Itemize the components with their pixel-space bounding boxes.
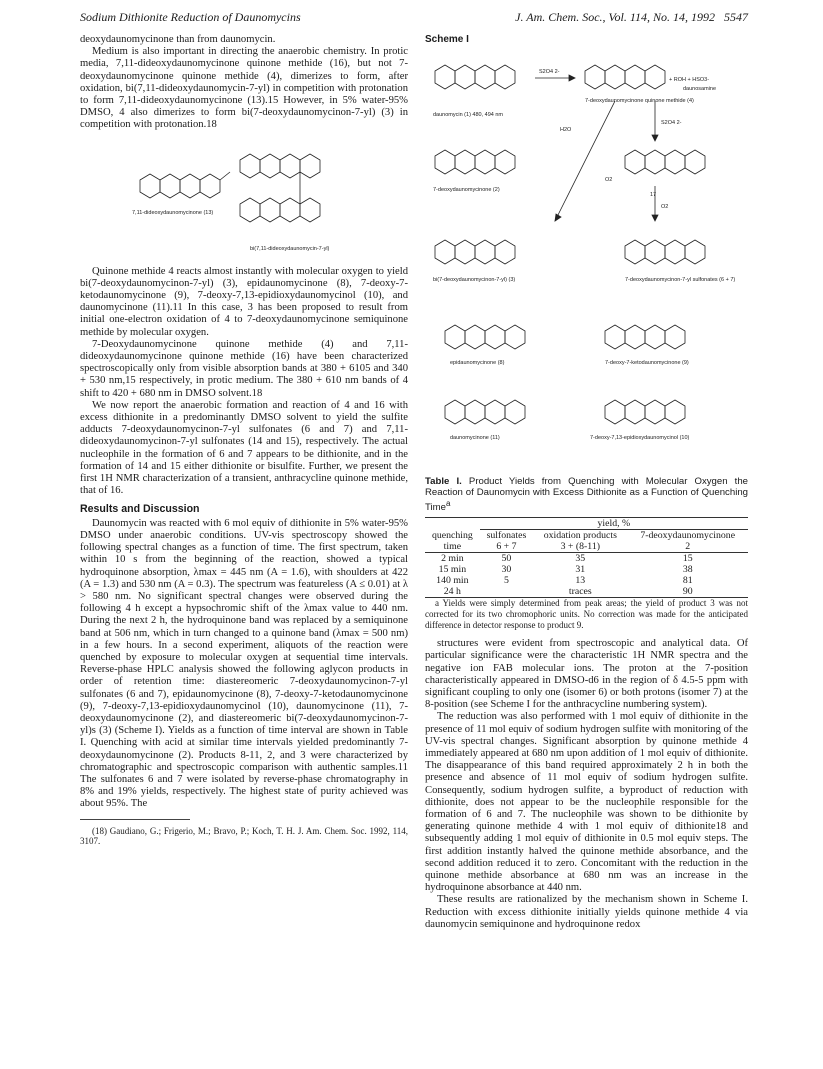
scheme-products: + ROH + HSO3- (669, 77, 710, 84)
paragraph: The reduction was also performed with 1 mol equiv of dithionite in the presence of 11 mol equiv of sodium hydrogen sulfite with monitoring of the UV-vis spectral changes. Significant absorption by quinone methide 4 immediately appeared at 680 nm upon addition of 1 mol equiv of dithionite. The disappearance of this band required approximately 2 h in both the presence and absence of 11 mol equiv of sodium hydrogen sulfite. Consequently, sodium hydrogen sulfite, a byproduct of reduction with dithionite, does not appear to be the nucleophile responsible for the formation of 6 and 7. The nucleophile was shown to be dithionite by generating quinone methide 4 with 1 mol equiv of dithionite18 and subsequently adding 1 mol equiv of dithionite in 0.5 mol equiv steps. The first addition instantly halved the quinone methide absorbance, and the second addition reduced it to zero. Concomitant with the reduction in the quinone methide absorbance at 680 nm was an increase in the hydroquinone absorbance at 440 nm. (425, 711, 748, 894)
col-header: time (443, 541, 462, 553)
scheme-label-epi8: epidaunomycinone (8) (450, 360, 505, 367)
table-row: 15 min 30 31 38 (438, 564, 693, 576)
running-title: Sodium Dithionite Reduction of Daunomycins (80, 10, 301, 24)
label-13: 7,11-dideoxydaunomycinone (13) (132, 209, 214, 216)
scheme-label-epidioxy10: 7-deoxy-7,13-epidioxydaunomycinol (10) (590, 435, 690, 442)
scheme-daunosamine: daunosamine (683, 86, 717, 93)
table-row: 24 h traces 90 (425, 586, 748, 598)
scheme-reagent-s2o4-2: S2O4 2- (661, 120, 682, 127)
paragraph: 7-Deoxydaunomycinone quinone methide (4) and 7,11-dideoxydaunomycinone quinone methide (16) have been characterized spectroscopically only from visible absorption bands at 380 + 6105 and 340 + 530 nm,15 respectively, in protic medium. The 380 + 610 nm bands of 4 shift to 420 + 680 nm in DMSO solvent.18 (80, 338, 408, 399)
table-caption: Table I. Product Yields from Quenching with Molecular Oxygen the Reaction of Daunomycin with Excess Dithionite as a Function of Quenching Time$^a$ (425, 476, 749, 514)
col-header: 2 (685, 541, 691, 553)
label-bi: bi(7,11-dideoxydaunomycin-7-yl) (250, 245, 330, 252)
col-header: oxidation products (543, 530, 617, 542)
scheme-reagent-o2-2: O2 (661, 204, 669, 211)
paragraph: deoxydaunomycinone than from daunomycin. (80, 34, 276, 45)
scheme-figure (425, 46, 748, 472)
table-footnote: a Yields were simply determined from peak areas; the yield of product 3 was not corrected for its two chromophoric units. No correction was made for the anticipated difference in detector response to product 9. (425, 598, 748, 630)
paragraph: We now report the anaerobic formation and reaction of 4 and 16 with excess dithionite in a predominantly DMSO solvent to yield the sulfite adducts 7-deoxydaunomycinon-7-yl sulfonates (6 and 7) and 7,11-dideoxydaunomycinon-7-yl sulfonates (14 and 15), respectively. The actual nucleophile in the formation of 6 and 7 appears to be dithionite, and in the formation of 14 and 15 either dithionite or bisulfite. Further, we present the first 1H NMR characterization of a transient, anthracycline quinone methide, that of 16. (80, 399, 408, 497)
scheme-label-sulf: 7-deoxydaunomycinon-7-yl sulfonates (6 + 7) (625, 277, 736, 284)
col-header: 7-deoxydaunomycinone (640, 530, 736, 542)
paragraph: Quinone methide 4 reacts almost instantly with molecular oxygen to yield bi(7-deoxydaunomycinon-7-yl) (3), epidaunomycinone (8), 7-deoxy-7-ketodaunomycinone (9), 7-deoxy-7,13-epidioxydaunomycinol (10), and daunomycinone (11).11 In this case, 3 has been proposed to result from initial one-electron oxidation of 4 to 7-deoxydaunomycinone semiquinone methide by molecular oxygen. (80, 265, 408, 338)
scheme-label-qm4: 7-deoxydaunomycinone quinone methide (4) (585, 98, 694, 105)
paragraph: Medium is also important in directing the anaerobic chemistry. In protic media, 7,11-dideoxydaunomycinone quinone methide (16), but not 7-deoxydaunomycinone quinone methide (4), dimerizes to form, after oxidation, bi(7,11-dideoxydaunomycin-7-yl) in competition with protonation to form 7,11-dideoxydaunomycinone (13).15 However, in 5% water-95% DMSO, 4 also dimerizes to form bi(7-deoxydaunomycinon-7-yl) (3) in competition with protonation.18 (80, 46, 408, 131)
running-header (80, 8, 748, 28)
footnote: (18) Gaudiano, G.; Frigerio, M.; Bravo, P.; Koch, T. H. J. Am. Chem. Soc. 1992, 114, 3107. (80, 825, 408, 847)
footnote-rule (80, 819, 190, 826)
col-header: 6 + 7 (496, 541, 517, 553)
scheme-label-17: 17 (650, 192, 657, 199)
scheme-label-daunomycin: daunomycin (1) 480, 494 nm (433, 112, 504, 119)
right-column (425, 34, 748, 931)
col-header: 3 + (8-11) (560, 541, 601, 553)
table-group-header: yield, % (480, 518, 748, 530)
section-heading: Results and Discussion (80, 503, 200, 516)
structures-13-and-dimer-drawing (80, 140, 408, 260)
yield-table (425, 517, 748, 598)
col-header: sulfonates (486, 530, 527, 542)
paragraph: Daunomycin was reacted with 6 mol equiv of dithionite in 5% water-95% DMSO under anaerobic conditions. UV-vis spectroscopy showed the following spectral changes as a function of time. The first spectrum, taken within 10 s from the beginning of the reaction, showed a typical hydroquinone absorption, λmax = 445 nm (A = 1.6), with shoulders at 422 (A = 1.3) and 530 nm (A = 0.3). The spectrum was featureless (A ≤ 0.01) at λ > 580 nm. No significant spectral changes were observed during the following 4 h except a hypsochromic shift of the λmax value to 440 nm. During the next 2 h, the hydroquinone band was replaced by a semiquinone band at 506 nm, which in turn changed to a quinone band (λmax = 500 nm) in a few hours. In a second experiment, aliquots of the reaction were quenched by exposure to molecular oxygen at sequential time intervals. Reverse-phase HPLC analysis showed the following aglycon products in order of retention time: diastereomeric 7-deoxydaunomycinon-7-yl sulfonates (6 and 7), epidaunomycinone (8), 7-deoxy-7-ketodaunomycinone (9), 7-deoxy-7,13-epidioxydaunomycinol (10), daunomycinone (11), 7-deoxydaunomycinone (2), and diastereomeric bi(7-deoxydaunomycinon-7-yl)s (3) (Scheme I). Yields as a function of time interval are shown in Table I. Quenching with acid at similar time intervals yielded predominantly 7-deoxydaunomycinone (2). Products 8-11, 2, and 3 were characterized by chromatographic and spectroscopic comparison with authentic samples.11 The sulfonates 6 and 7 were isolated by reverse-phase chromatography in 8% and 19% yields, respectively. The highest state of purity achieved was about 95%. The (80, 517, 408, 810)
scheme-reagent-s2o4: S2O4 2- (539, 69, 560, 76)
scheme-reagent-o2: O2 (605, 177, 613, 184)
scheme-drawing (425, 46, 748, 472)
scheme-label-dauno11: daunomycinone (11) (450, 435, 500, 442)
scheme-label-keto9: 7-deoxy-7-ketodaunomycinone (9) (605, 360, 689, 367)
page-number: 5547 (724, 10, 748, 24)
scheme-label-deoxy2: 7-deoxydaunomycinone (2) (433, 187, 500, 194)
structure-figure (80, 140, 408, 260)
scheme-title: Scheme I (425, 34, 469, 45)
table-row: 140 min 5 13 81 (436, 575, 693, 587)
col-header: quenching (431, 530, 473, 542)
scheme-reagent-h2o: H2O (560, 127, 572, 134)
table-row: 2 min 50 35 15 (441, 553, 693, 565)
journal-citation: J. Am. Chem. Soc., Vol. 114, No. 14, 1992 5547 (515, 10, 748, 24)
paragraph: structures were evident from spectroscopic and analytical data. Of particular significance were the characteristic 1H NMR spectra and the negative ion FAB molecular ions. The proton at the 7-position characteristically appeared in DMSO-d6 in the region of δ 4.5-5 ppm with significant coupling to only one (isomer 6) or both protons (isomer 7) at the 8-position (see Scheme I for the anthracycline numbering system). (425, 638, 748, 711)
scheme-label-bi3: bi(7-deoxydaunomycinon-7-yl) (3) (433, 277, 516, 284)
paragraph: These results are rationalized by the mechanism shown in Scheme I. Reduction with excess dithionite initially yields quinone methide 4 via daunomycin semiquinone and hydroquinone redox (425, 894, 748, 930)
left-column (80, 34, 408, 847)
